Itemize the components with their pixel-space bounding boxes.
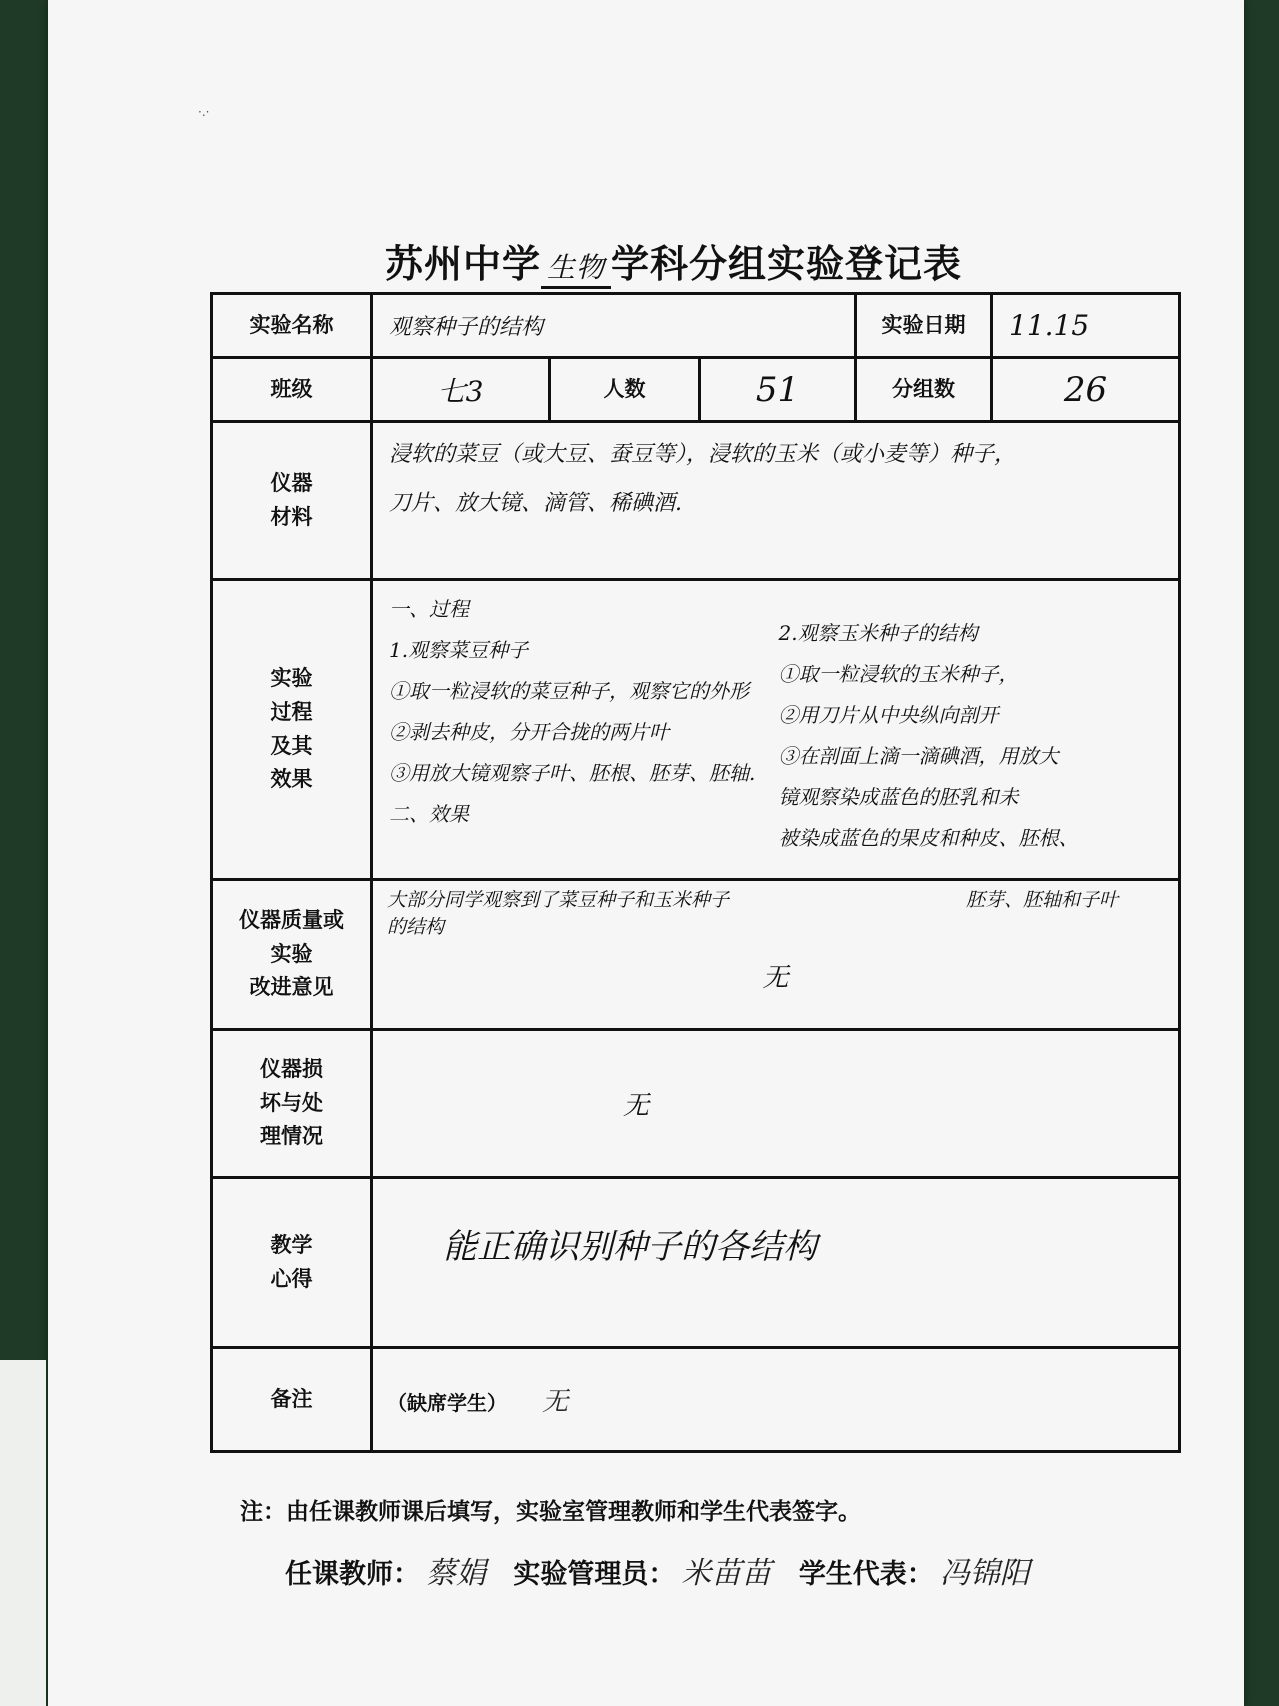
signature-line: [285, 1548, 1048, 1592]
remarks-value: 无: [542, 1387, 569, 1417]
quality-spill-text: 大部分同学观察到了菜豆种子和玉米种子的结构: [387, 889, 730, 938]
row-remarks: [212, 1348, 1180, 1452]
row-damage: [212, 1030, 1180, 1178]
label-damage-line-2: 坏与处: [260, 1090, 323, 1115]
process-right-column: [779, 589, 1169, 863]
field-experiment-name[interactable]: 观察种子的结构: [372, 294, 856, 358]
process-left-column: [389, 589, 779, 863]
row-name-date: [212, 294, 1180, 358]
label-group-count: 分组数: [856, 358, 992, 422]
title-suffix: 学科分组实验登记表: [611, 242, 963, 286]
field-remarks[interactable]: [372, 1348, 1180, 1452]
registration-form: [210, 292, 1181, 1453]
field-teaching[interactable]: 能正确识别种子的各结构: [372, 1178, 1180, 1348]
label-people-count: 人数: [550, 358, 700, 422]
title-subject: 生物: [541, 246, 611, 289]
field-experiment-date[interactable]: 11.15: [992, 294, 1180, 358]
label-teaching-line-2: 心得: [270, 1266, 313, 1291]
label-class: 班级: [212, 358, 372, 422]
row-process: [212, 580, 1180, 880]
materials-line-1: 浸软的菜豆（或大豆、蚕豆等），浸软的玉米（或小麦等）种子，: [389, 442, 1017, 467]
process-left-line: ②剥去种皮，分开合拢的两片叶: [389, 720, 669, 744]
label-process-line-1: 实验: [270, 666, 313, 691]
label-damage: [212, 1030, 372, 1178]
label-quality-line-1: 仪器质量或: [239, 908, 344, 933]
label-remarks: 备注: [212, 1348, 372, 1452]
process-left-line: 二、效果: [389, 802, 469, 826]
row-quality: [212, 880, 1180, 1030]
process-right-line: 被染成蓝色的果皮和种皮、胚根、: [778, 826, 1079, 850]
field-process[interactable]: [372, 580, 1180, 880]
quality-spill-right-text: 胚芽、胚轴和子叶: [966, 889, 1119, 911]
paper-edge: [0, 1360, 46, 1706]
page-title: [385, 233, 1005, 289]
process-left-line: ③用放大镜观察子叶、胚根、胚芽、胚轴.: [389, 761, 756, 785]
row-teaching: [212, 1178, 1180, 1348]
teacher-signature[interactable]: 蔡娟: [426, 1556, 486, 1591]
process-right-line: 镜观察染成蓝色的胚乳和未: [778, 785, 1019, 809]
remarks-prefix: （缺席学生）: [387, 1391, 507, 1415]
form-note: 注：由任课教师课后填写，实验室管理教师和学生代表签字。: [240, 1499, 861, 1525]
teacher-label: 任课教师：: [285, 1559, 420, 1590]
label-process-line-3: 及其: [270, 733, 313, 758]
materials-line-2: 刀片、放大镜、滴管、稀碘酒.: [389, 491, 682, 516]
label-teaching-line-1: 教学: [270, 1232, 313, 1257]
field-class[interactable]: 七3: [372, 358, 550, 422]
field-group-count[interactable]: 26: [992, 358, 1180, 422]
label-materials-line-1: 仪器: [270, 470, 313, 495]
label-experiment-date: 实验日期: [856, 294, 992, 358]
field-materials[interactable]: [372, 422, 1180, 580]
label-quality: [212, 880, 372, 1030]
field-people-count[interactable]: 51: [700, 358, 856, 422]
process-left-line: ①取一粒浸软的菜豆种子，观察它的外形: [389, 679, 749, 703]
label-teaching: [212, 1178, 372, 1348]
admin-label: 实验管理员：: [513, 1559, 676, 1590]
label-process: [212, 580, 372, 880]
paper-speck: ·.·: [198, 105, 210, 119]
field-damage[interactable]: 无: [372, 1030, 1180, 1178]
label-materials-line-2: 材料: [270, 504, 313, 529]
admin-signature[interactable]: 米苗苗: [681, 1556, 772, 1591]
row-class-people: [212, 358, 1180, 422]
process-left-line: 1.观察菜豆种子: [389, 638, 529, 662]
label-process-line-4: 效果: [270, 767, 313, 792]
label-damage-line-1: 仪器损: [260, 1057, 323, 1082]
field-quality[interactable]: [372, 880, 1180, 1030]
label-materials: [212, 422, 372, 580]
label-process-line-2: 过程: [270, 699, 313, 724]
process-right-line: ①取一粒浸软的玉米种子，: [778, 662, 1019, 686]
process-left-line: 一、过程: [389, 597, 469, 621]
student-signature[interactable]: 冯锦阳: [939, 1556, 1030, 1591]
process-right-line: ③在剖面上滴一滴碘酒，用放大: [778, 744, 1059, 768]
quality-value: 无: [762, 963, 789, 993]
process-right-line: 2.观察玉米种子的结构: [778, 621, 978, 645]
row-materials: [212, 422, 1180, 580]
label-damage-line-3: 理情况: [260, 1124, 323, 1149]
student-label: 学生代表：: [798, 1559, 934, 1590]
process-right-line: ②用刀片从中央纵向剖开: [778, 703, 999, 727]
label-quality-line-3: 改进意见: [249, 975, 334, 1000]
label-experiment-name: 实验名称: [212, 294, 372, 358]
title-prefix: 苏州中学: [385, 242, 542, 286]
label-quality-line-2: 实验: [270, 941, 313, 966]
